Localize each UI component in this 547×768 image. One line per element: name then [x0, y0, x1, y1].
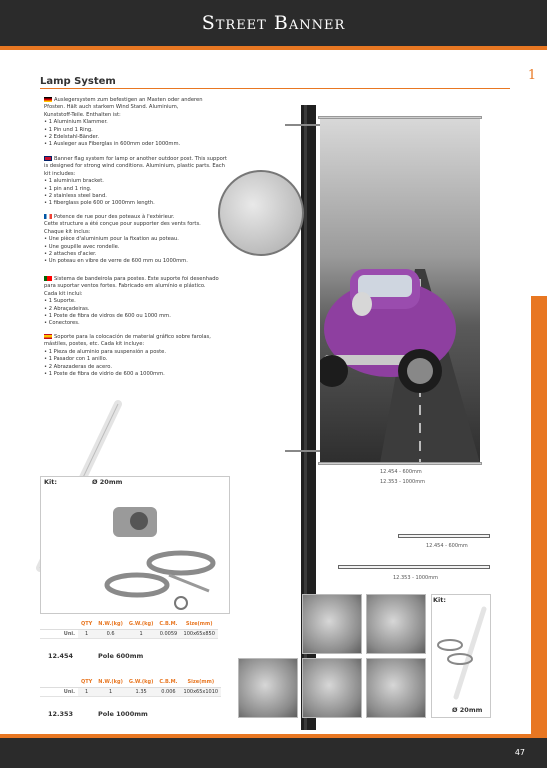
spec-header: QTY — [78, 620, 95, 629]
flag-es-icon — [44, 334, 52, 339]
description-line — [44, 364, 294, 371]
spec-cell: 1 — [126, 629, 157, 638]
description-text: • Conectores. — [44, 320, 80, 327]
description-text: • 1 pin and 1 ring. — [44, 185, 92, 192]
description-text: • 1 fiberglass pole 600 or 1000mm length. — [44, 200, 155, 207]
dimension-label-1000: 12.353 - 1000mm — [380, 479, 425, 485]
flag-de-icon — [44, 97, 52, 102]
description-text: Auslegersystem zum befestigen an Masten oder anderen — [54, 97, 203, 103]
description-line — [44, 134, 294, 141]
description-line — [44, 119, 294, 126]
section-title: Lamp System — [40, 76, 116, 87]
spec-header: N.W.(kg) — [95, 678, 126, 687]
description-text: • 2 attaches d'acier. — [44, 251, 97, 258]
kit-small-box — [431, 594, 491, 718]
description-text: para suportar ventos fortes. Fabricado em alumínio e plástico. — [44, 283, 206, 290]
description-line — [44, 306, 294, 313]
vintage-car-illustration — [320, 119, 480, 463]
spec-cell: 1.35 — [126, 687, 157, 696]
top-bracket-arm — [285, 124, 321, 126]
description-line — [44, 156, 294, 163]
description-line — [44, 298, 294, 305]
description-line — [44, 104, 294, 111]
kit-contents-box — [40, 476, 230, 614]
dimension-label-600: 12.454 - 600mm — [380, 469, 422, 475]
spec-header: Size(mm) — [181, 678, 222, 687]
kit-label: Kit: — [44, 478, 57, 486]
article-name: Pole 600mm — [98, 652, 144, 660]
mount-photo-4 — [302, 658, 362, 718]
description-text: • 1 Poste de fibra de vidrio de 600 a 1000mm. — [44, 371, 165, 378]
kit-small-diameter: Ø 20mm — [452, 706, 483, 714]
description-line — [44, 313, 294, 320]
banner-bottom-pole — [318, 462, 482, 465]
page-number: 47 — [514, 748, 525, 757]
pole-1000-label: 12.353 - 1000mm — [393, 575, 438, 581]
spec-header-blank — [40, 678, 78, 687]
description-line — [44, 258, 294, 265]
pole-600-label: 12.454 - 600mm — [426, 543, 468, 549]
description-text: • 1 Poste de fibra de vidros de 600 ou 1000 mm. — [44, 313, 171, 320]
spec-table — [40, 620, 218, 639]
description-text: Potence de rue pour des poteaux à l'extérieur. — [54, 214, 175, 220]
description-text: mástiles, postes, etc. Cada kit incluye: — [44, 341, 145, 348]
spec-header: G.W.(kg) — [126, 620, 157, 629]
description-line — [44, 349, 294, 356]
spec-cell: 0.0059 — [156, 629, 180, 638]
bottom-bracket-arm — [285, 450, 321, 452]
section-divider — [40, 88, 510, 89]
spec-header: QTY — [78, 678, 95, 687]
description-text: • Une goupille avec rondelle. — [44, 243, 120, 250]
spec-header: G.W.(kg) — [126, 678, 157, 687]
mount-photo-3 — [238, 658, 298, 718]
spec-cell: 1 — [95, 687, 126, 696]
bracket-clamps-photo — [99, 495, 229, 615]
spec-cell: 0.6 — [95, 629, 126, 638]
flag-pt-icon — [44, 276, 52, 281]
description-line — [44, 97, 294, 104]
description-text: Sistema de bandeirola para postes. Este suporte foi desenhado — [54, 276, 219, 282]
description-line — [44, 371, 294, 378]
description-pt — [44, 276, 294, 328]
spec-cell: 100x65x1010 — [181, 687, 222, 696]
description-text: • Un poteau en vibre de verre de 600 mm ou 1000mm. — [44, 258, 188, 265]
article-number: 12.454 — [48, 652, 74, 660]
spec-header: N.W.(kg) — [95, 620, 126, 629]
description-line — [44, 341, 294, 348]
description-es — [44, 334, 294, 378]
page-footer — [0, 738, 547, 768]
description-text: Soporte para la colocación de material gráfico sobre farolas, — [54, 334, 211, 340]
banner-image — [320, 119, 480, 463]
description-text: Kunststoff-Teile. Enthalten ist: — [44, 111, 121, 118]
spec-header-blank — [40, 620, 78, 629]
flag-fr-icon — [44, 214, 52, 219]
mount-photo-2 — [366, 594, 426, 654]
kit-diameter: Ø 20mm — [92, 478, 123, 486]
description-text: • 2 Edelstahl-Bänder. — [44, 134, 100, 141]
description-de — [44, 97, 294, 149]
description-text: Cette structure a été conçue pour supporter des vents forts. — [44, 221, 201, 228]
description-text: • 2 stainless steel band. — [44, 193, 107, 200]
spec-cell: 1 — [78, 629, 95, 638]
spec-header: C.B.M. — [156, 620, 180, 629]
spec-cell: 0.006 — [156, 687, 180, 696]
page-title: Street Banner — [201, 12, 346, 34]
description-text: Banner flag system for lamp or another outdoor post. This support — [54, 156, 227, 162]
description-line — [44, 283, 294, 290]
description-line — [44, 291, 294, 298]
spec-row-label: Uni. — [40, 629, 78, 638]
pole-1000-bar — [338, 565, 490, 569]
page-header — [0, 0, 547, 46]
article-number: 12.353 — [48, 710, 74, 718]
chapter-number: 1 — [527, 68, 537, 83]
description-text: • 1 Ausleger aus Fiberglas in 600mm oder 1000mm. — [44, 141, 181, 148]
description-text: • 2 Abrazaderas de acero. — [44, 363, 112, 370]
header-accent-stripe — [0, 46, 547, 50]
description-line — [44, 356, 294, 363]
description-text: Pfosten. Hält auch starkem Wind Stand. Aluminium, — [44, 104, 179, 111]
description-text: • Une pièce d'aluminium pour la fixation au poteau. — [44, 236, 179, 243]
bracket-detail-zoom — [218, 170, 304, 256]
kit-small-photo — [434, 605, 490, 701]
description-text: • 1 Pin und 1 Ring. — [44, 126, 93, 133]
description-text: • 1 Pieza de aluminio para suspensión a poste. — [44, 348, 166, 355]
description-text: kit includes: — [44, 170, 76, 177]
description-text: • 1 aluminium bracket. — [44, 178, 104, 185]
mount-photo-5 — [366, 658, 426, 718]
spec-cell: 100x65x850 — [181, 629, 218, 638]
spec-header: C.B.M. — [156, 678, 180, 687]
description-text: • 1 Aluminium Klammer. — [44, 119, 108, 126]
description-text: is designed for strong wind conditions. Aluminium, plastic parts. Each — [44, 163, 225, 170]
mount-photo-1 — [302, 594, 362, 654]
description-line — [44, 112, 294, 119]
description-line — [44, 141, 294, 148]
kit-small-label: Kit: — [433, 596, 446, 604]
description-line — [44, 127, 294, 134]
description-text: Cada kit inclui: — [44, 290, 83, 297]
spec-header: Size(mm) — [181, 620, 218, 629]
description-line — [44, 320, 294, 327]
flag-gb-icon — [44, 156, 52, 161]
article-name: Pole 1000mm — [98, 710, 148, 718]
description-text: • 1 Pasador con 1 anillo. — [44, 356, 108, 363]
pole-600-bar — [398, 534, 490, 538]
description-text: Chaque kit inclus: — [44, 228, 91, 235]
description-text: • 2 Abraçadeiras. — [44, 305, 90, 312]
spec-table — [40, 678, 221, 697]
description-text: • 1 Suporte. — [44, 298, 76, 305]
side-accent-bar — [531, 296, 547, 738]
spec-row-label: Uni. — [40, 687, 78, 696]
spec-cell: 1 — [78, 687, 95, 696]
